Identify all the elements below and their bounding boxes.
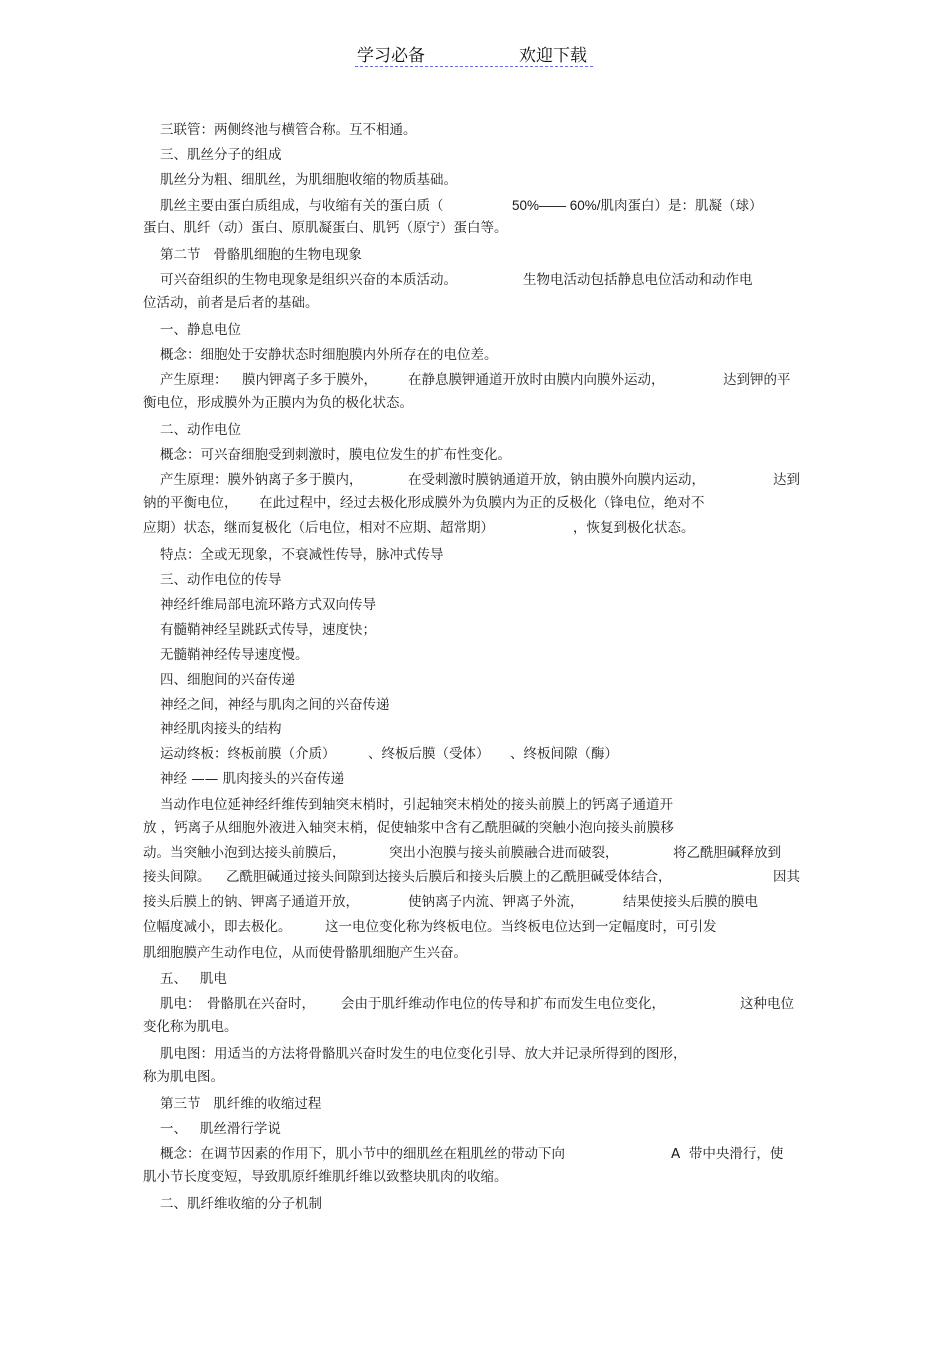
text-line: 接头间隙。 xyxy=(143,869,211,885)
section-heading: 五、 肌电 xyxy=(160,971,227,987)
text-line: 50%—— 60%/肌肉蛋白）是：肌凝（球） xyxy=(512,198,763,213)
text-line: 接头后膜上的钠、钾离子通道开放， xyxy=(143,894,359,910)
text-line: 骨骼肌在兴奋时， xyxy=(207,996,315,1012)
text-line: 有髓鞘神经呈跳跃式传导，速度快； xyxy=(160,622,376,638)
text-line: 当动作电位延神经纤维传到轴突末梢时，引起轴突末梢处的接头前膜上的钙离子通道开 xyxy=(160,797,673,813)
text-line: 达到钾的平 xyxy=(723,372,791,388)
text-line: 因其 xyxy=(773,869,800,885)
text-line: 肌细胞膜产生动作电位，从而使骨骼肌细胞产生兴奋。 xyxy=(143,945,467,961)
text-line: 无髓鞘神经传导速度慢。 xyxy=(160,647,309,663)
text-line: 神经之间，神经与肌肉之间的兴奋传递 xyxy=(160,697,390,713)
text-line: 位活动，前者是后者的基础。 xyxy=(143,295,319,311)
text-line: 会由于肌纤维动作电位的传导和扩布而发生电位变化， xyxy=(341,996,665,1012)
section-heading: 一、 肌丝滑行学说 xyxy=(160,1121,281,1137)
text-line: 运动终板：终板前膜（介质） xyxy=(160,746,336,762)
text-line: 神经肌肉接头的结构 xyxy=(160,721,282,737)
section-heading: 二、动作电位 xyxy=(160,422,241,438)
text-line: ，恢复到极化状态。 xyxy=(573,520,695,536)
text-line: 位幅度减小，即去极化。 xyxy=(143,919,292,935)
text-line: 三联管：两侧终池与横管合称。互不相通。 xyxy=(160,122,417,138)
section-heading: 三、肌丝分子的组成 xyxy=(160,147,282,163)
text-line: 将乙酰胆碱释放到 xyxy=(673,845,781,861)
text-line: 钠的平衡电位， xyxy=(143,495,238,511)
text-line: 神经 —— 肌肉接头的兴奋传递 xyxy=(160,771,345,787)
text-line: 膜内钾离子多于膜外， xyxy=(242,372,377,388)
text-line: 特点：全或无现象，不衰减性传导，脉冲式传导 xyxy=(160,547,444,563)
text-line: 结果使接头后膜的膜电 xyxy=(623,894,758,910)
text-line: 达到 xyxy=(773,472,800,488)
text-line: 肌电： xyxy=(160,996,201,1012)
text-line: 这种电位 xyxy=(740,996,794,1012)
text-line: 动。当突触小泡到达接头前膜后， xyxy=(143,845,346,861)
section-heading: 三、动作电位的传导 xyxy=(160,572,282,588)
section-heading: 第三节 肌纤维的收缩过程 xyxy=(160,1096,322,1112)
text-line: 蛋白、肌纤（动）蛋白、原肌凝蛋白、肌钙（原宁）蛋白等。 xyxy=(143,220,508,236)
text-line: 肌小节长度变短，导致肌原纤维肌纤维以致整块肌肉的收缩。 xyxy=(143,1169,508,1185)
text-line: 在此过程中，经过去极化形成膜外为负膜内为正的反极化（锋电位，绝对不 xyxy=(259,495,705,511)
text-line: 概念：在调节因素的作用下，肌小节中的细肌丝在粗肌丝的带动下向 xyxy=(160,1146,565,1162)
text-line: 在静息膜钾通道开放时由膜内向膜外运动， xyxy=(408,372,665,388)
text-line: 、终板间隙（酶） xyxy=(510,746,618,762)
text-line: 在受刺激时膜钠通道开放，钠由膜外向膜内运动， xyxy=(408,472,705,488)
text-line: 放 ，钙离子从细胞外液进入轴突末梢，促使轴浆中含有乙酰胆碱的突触小泡向接头前膜移 xyxy=(143,820,674,836)
text-line: 产生原理： xyxy=(160,372,228,388)
section-heading: 二、肌纤维收缩的分子机制 xyxy=(160,1196,322,1212)
text-line: 称为肌电图。 xyxy=(143,1069,224,1085)
text-line: 可兴奋组织的生物电现象是组织兴奋的本质活动。 xyxy=(160,272,457,288)
text-line: 乙酰胆碱通过接头间隙到达接头后膜后和接头后膜上的乙酰胆碱受体结合， xyxy=(226,869,672,885)
header-right-text: 欢迎下载 xyxy=(519,46,587,66)
text-line: 产生原理：膜外钠离子多于膜内， xyxy=(160,472,363,488)
section-heading: 四、细胞间的兴奋传递 xyxy=(160,672,295,688)
text-line: A 带中央滑行，使 xyxy=(671,1146,784,1162)
text-line: 概念：可兴奋细胞受到刺激时，膜电位发生的扩布性变化。 xyxy=(160,447,511,463)
text-line: 神经纤维局部电流环路方式双向传导 xyxy=(160,597,376,613)
text-line: 概念：细胞处于安静状态时细胞膜内外所存在的电位差。 xyxy=(160,347,498,363)
text-line: 生物电活动包括静息电位活动和动作电 xyxy=(523,272,753,288)
text-line: 、终板后膜（受体） xyxy=(368,746,490,762)
text-line: 使钠离子内流、钾离子外流， xyxy=(408,894,584,910)
text-line: 这一电位变化称为终板电位。当终板电位达到一定幅度时，可引发 xyxy=(325,919,717,935)
text-line: 肌电图：用适当的方法将骨骼肌兴奋时发生的电位变化引导、放大并记录所得到的图形， xyxy=(160,1046,687,1062)
text-line: 肌丝分为粗、细肌丝，为肌细胞收缩的物质基础。 xyxy=(160,172,457,188)
section-heading: 一、静息电位 xyxy=(160,322,241,338)
text-line: 突出小泡膜与接头前膜融合进而破裂， xyxy=(389,845,619,861)
text-line: 变化称为肌电。 xyxy=(143,1019,238,1035)
text-line: 肌丝主要由蛋白质组成，与收缩有关的蛋白质（ xyxy=(160,198,444,214)
section-heading: 第二节 骨骼肌细胞的生物电现象 xyxy=(160,247,362,263)
text-line: 衡电位，形成膜外为正膜内为负的极化状态。 xyxy=(143,395,413,411)
text-line: 应期）状态，继而复极化（后电位，相对不应期、超常期） xyxy=(143,520,494,536)
header-left-text: 学习必备 xyxy=(357,46,425,66)
